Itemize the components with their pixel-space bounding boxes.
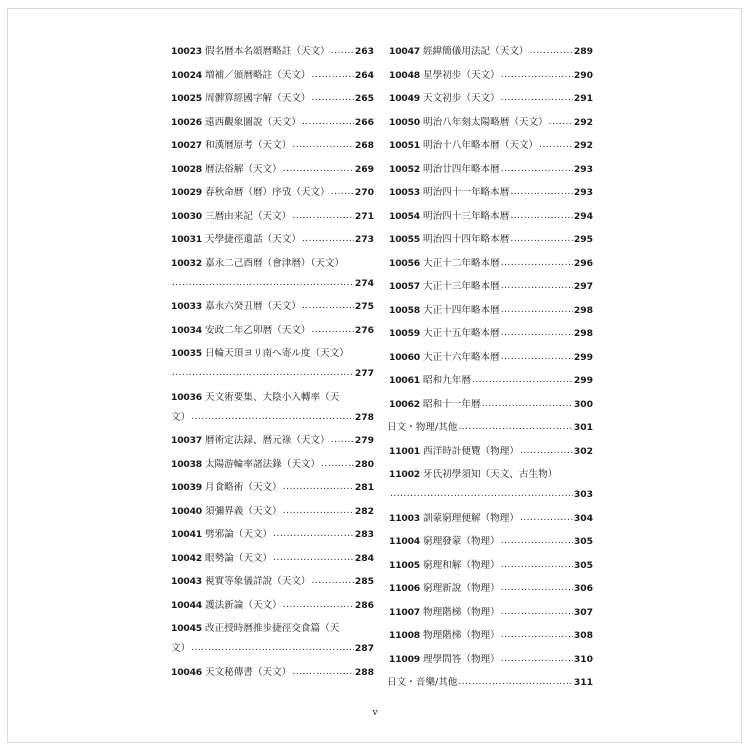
toc-entry (389, 211, 593, 222)
dot-leader (472, 375, 573, 386)
entry-number: 11005 (389, 559, 420, 571)
dot-leader (510, 211, 572, 222)
entry-title: 大正十五年略本暦 (423, 328, 500, 339)
entry-number: 10042 (171, 552, 202, 564)
page-number: 277 (354, 368, 374, 379)
entry-number: 10045 (171, 623, 202, 634)
dot-leader (312, 325, 354, 336)
entry-number: 11003 (389, 512, 420, 524)
toc-entry (389, 305, 593, 316)
entry-number: 10056 (389, 257, 420, 269)
page-number: 299 (573, 375, 593, 386)
dot-leader (292, 211, 353, 222)
entry-title: 大正十六年略本暦 (423, 351, 500, 363)
dot-leader (501, 630, 573, 641)
toc-entry (389, 328, 593, 339)
entry-title: 假名暦本名頌暦略註（天文） (205, 46, 330, 57)
toc-section-heading (387, 422, 593, 433)
entry-title: 安政二年乙卯暦（天文） (205, 324, 311, 336)
dot-leader (501, 560, 573, 571)
entry-title: 増補／頒暦略註（天文） (205, 69, 311, 81)
dot-leader (312, 70, 354, 81)
page-number: 269 (354, 163, 374, 175)
toc-entry (171, 529, 374, 540)
entry-number: 11009 (389, 653, 420, 665)
entry-number: 10027 (171, 140, 202, 151)
dot-leader (312, 93, 354, 104)
dot-leader (501, 536, 573, 547)
entry-title: 天文初步（天文） (423, 93, 500, 104)
entry-number: 10050 (389, 116, 420, 128)
toc-entry (389, 399, 593, 410)
page-number: 280 (354, 458, 374, 470)
toc-entry (171, 117, 374, 128)
page-number: 292 (573, 140, 593, 151)
entry-number: 10039 (171, 482, 202, 493)
entry-title: 天文秘傳書（天文） (205, 666, 292, 678)
page-number: 305 (573, 536, 593, 547)
entry-number: 10041 (171, 529, 202, 540)
entry-title: 遠西觀象圖說（天文） (205, 116, 301, 128)
page-number: 273 (354, 234, 374, 245)
toc-entry (389, 630, 593, 641)
entry-number: 10053 (389, 187, 420, 198)
toc-entry (171, 140, 374, 151)
entry-title: 嘉永六癸丑暦（天文） (205, 301, 301, 312)
page-number: 278 (354, 411, 374, 423)
entry-title: 昭和九年暦 (423, 375, 471, 386)
entry-number: 11007 (389, 606, 420, 618)
dot-leader (283, 600, 354, 611)
entry-title: 視實等象儀詳說（天文） (205, 576, 311, 587)
entry-title: 大正十四年略本暦 (423, 304, 500, 316)
dot-leader (501, 607, 573, 618)
section-title: 日文・物理/其他 (387, 422, 458, 433)
dot-leader (321, 459, 354, 470)
entry-number: 11001 (389, 445, 420, 457)
toc-entry (171, 506, 374, 517)
page-number: 311 (573, 677, 593, 688)
entry-number: 10062 (389, 398, 420, 410)
entry-title: 明治八年刻太陽略暦（天文） (423, 116, 548, 128)
page-number: 302 (573, 445, 593, 457)
toc-entry (389, 70, 593, 81)
dot-leader (501, 258, 573, 269)
toc-entry (171, 459, 374, 470)
page-number: 289 (573, 46, 593, 57)
dot-leader (501, 305, 573, 316)
entry-number: 10051 (389, 140, 420, 151)
entry-number: 10048 (389, 69, 420, 81)
page-number: 275 (354, 301, 374, 312)
entry-title: 大正十三年略本暦 (423, 281, 500, 292)
page-number: 299 (573, 351, 593, 363)
toc-entry (389, 560, 593, 571)
toc-entry (171, 234, 374, 245)
entry-title: 三暦由来記（天文） (205, 210, 292, 222)
entry-number: 10035 (171, 348, 202, 359)
dot-leader (191, 643, 354, 654)
dot-leader (331, 187, 354, 198)
dot-leader (458, 422, 572, 433)
toc-entry (389, 117, 593, 128)
page-number: 295 (573, 234, 593, 245)
entry-number: 10060 (389, 351, 420, 363)
page-number: 284 (354, 552, 374, 564)
entry-number: 10040 (171, 505, 202, 517)
entry-number: 10030 (171, 210, 202, 222)
toc-entry (389, 187, 593, 198)
entry-title: 牙氏初學須知（天文、古生物） (423, 469, 558, 480)
page-number: 292 (573, 116, 593, 128)
dot-leader (501, 583, 573, 594)
dot-leader (283, 506, 354, 517)
entry-title: 訓蒙窮理便解（物理） (423, 512, 519, 524)
entry-title-continuation: 文） (171, 643, 191, 654)
page-number: 287 (354, 643, 374, 654)
page-number: 293 (573, 163, 593, 175)
entry-number: 11008 (389, 630, 420, 641)
entry-number: 10044 (171, 599, 202, 611)
toc-entry (389, 46, 593, 57)
page-number: 310 (573, 653, 593, 665)
toc-entry (389, 654, 593, 665)
toc-entry (171, 667, 374, 678)
entry-title: 明治十八年略本暦（天文） (423, 140, 539, 151)
entry-title: 改正授時暦推步捷徑交食篇（天 (205, 623, 340, 634)
entry-title: 物理階梯（物理） (423, 630, 500, 641)
entry-number: 10058 (389, 304, 420, 316)
dot-leader (273, 529, 354, 540)
dot-leader (302, 234, 354, 245)
entry-number: 10024 (171, 69, 202, 81)
dot-leader (191, 412, 354, 423)
entry-number: 10038 (171, 458, 202, 470)
dot-leader (283, 164, 354, 175)
entry-title: 理學問答（物理） (423, 653, 500, 665)
page-number: 274 (354, 277, 374, 289)
page-number: 303 (573, 489, 593, 500)
page-number: 286 (354, 599, 374, 611)
entry-number: 10028 (171, 163, 202, 175)
page-number: 300 (573, 398, 593, 410)
page-number-footer: v (372, 708, 378, 718)
page-number: 283 (354, 529, 374, 540)
entry-title: 春秋命暦（暦）序攷（天文） (205, 187, 330, 198)
entry-number: 10043 (171, 576, 202, 587)
dot-leader (501, 281, 573, 292)
page-number: 263 (354, 46, 374, 57)
entry-title: 周髀算經國字解（天文） (205, 93, 311, 104)
toc-entry (171, 482, 374, 493)
dot-leader (172, 368, 354, 379)
entry-number: 10052 (389, 163, 420, 175)
page-number: 285 (354, 576, 374, 587)
page-number: 282 (354, 505, 374, 517)
toc-entry (171, 301, 374, 312)
entry-title-continuation: 文） (171, 411, 191, 423)
page-number: 270 (354, 187, 374, 198)
entry-number: 10034 (171, 324, 202, 336)
entry-title: 護法新論（天文） (205, 599, 282, 611)
dot-leader (501, 164, 573, 175)
dot-leader (501, 70, 573, 81)
entry-title: 西洋時計便覽（物理） (423, 445, 519, 457)
entry-title: 明治四十一年略本暦 (423, 187, 510, 198)
entry-number: 10059 (389, 328, 420, 339)
dot-leader (283, 482, 354, 493)
page-number: 296 (573, 257, 593, 269)
dot-leader (302, 117, 354, 128)
page-number: 265 (354, 93, 374, 104)
page-number: 276 (354, 324, 374, 336)
entry-number: 10025 (171, 93, 202, 104)
entry-number: 10029 (171, 187, 202, 198)
toc-entry (389, 536, 593, 547)
toc-entry (389, 375, 593, 386)
toc-entry (171, 623, 374, 654)
toc-entry (171, 325, 374, 336)
toc-entry (389, 469, 593, 500)
dot-leader (331, 46, 354, 57)
entry-title: 暦術定法録、暦元祿（天文） (205, 435, 330, 446)
page-number: 291 (573, 93, 593, 104)
page-number: 301 (573, 422, 593, 433)
page-number: 266 (354, 116, 374, 128)
dot-leader (539, 140, 573, 151)
toc-entry (171, 348, 374, 379)
toc-entry (171, 211, 374, 222)
page-number: 264 (354, 69, 374, 81)
page-number: 279 (354, 435, 374, 446)
entry-title: 明治廿四年略本暦 (423, 163, 500, 175)
dot-leader (501, 328, 573, 339)
dot-leader (520, 446, 573, 457)
entry-number: 10032 (171, 257, 202, 269)
entry-number: 10033 (171, 301, 202, 312)
dot-leader (390, 489, 573, 500)
entry-number: 10026 (171, 116, 202, 128)
entry-title: 嘉永二己酉暦（會津暦）（天文） (205, 257, 345, 269)
toc-entry (171, 553, 374, 564)
entry-number: 11006 (389, 583, 420, 594)
dot-leader (458, 677, 572, 688)
dot-leader (273, 553, 354, 564)
entry-title: 和漢暦原考（天文） (205, 140, 292, 151)
page-number: 293 (573, 187, 593, 198)
entry-title: 天文術要集、大陰小入轉率（天 (205, 391, 340, 403)
page-number: 268 (354, 140, 374, 151)
entry-number: 10023 (171, 46, 202, 57)
toc-entry (389, 281, 593, 292)
dot-leader (501, 352, 573, 363)
page-number: 271 (354, 210, 374, 222)
entry-title: 昭和十一年暦 (423, 398, 481, 410)
entry-number: 10046 (171, 666, 202, 678)
dot-leader (520, 513, 573, 524)
dot-leader (331, 435, 354, 446)
entry-number: 10054 (389, 210, 420, 222)
entry-number: 10031 (171, 234, 202, 245)
page-number: 294 (573, 210, 593, 222)
page-number: 308 (573, 630, 593, 641)
section-title: 日文・音樂/其他 (387, 677, 458, 688)
entry-title: 明治四十三年略本暦 (423, 210, 510, 222)
toc-entry (389, 446, 593, 457)
toc-entry (171, 70, 374, 81)
dot-leader (530, 46, 573, 57)
entry-title: 劈邪論（天文） (205, 529, 273, 540)
entry-number: 10061 (389, 375, 420, 386)
page-number: 288 (354, 666, 374, 678)
page-number: 306 (573, 583, 593, 594)
page-number: 281 (354, 482, 374, 493)
dot-leader (292, 667, 353, 678)
page-number: 298 (573, 328, 593, 339)
dot-leader (172, 278, 354, 289)
dot-leader (510, 234, 572, 245)
entry-number: 10049 (389, 93, 420, 104)
toc-entry (389, 258, 593, 269)
dot-leader (302, 301, 354, 312)
toc-entry (389, 93, 593, 104)
entry-title: 月食略術（天文） (205, 482, 282, 493)
toc-entry (171, 46, 374, 57)
dot-leader (312, 576, 354, 587)
entry-title: 物理階梯（物理） (423, 606, 500, 618)
toc-entry (171, 164, 374, 175)
entry-number: 10055 (389, 234, 420, 245)
entry-title: 天學捷徑遺話（天文） (205, 234, 301, 245)
entry-title: 窮理新說（物理） (423, 583, 500, 594)
dot-leader (482, 399, 573, 410)
entry-number: 11002 (389, 469, 420, 480)
page-number: 297 (573, 281, 593, 292)
toc-entry (171, 258, 374, 289)
page-number: 305 (573, 559, 593, 571)
document-page (7, 8, 742, 743)
entry-title: 星學初步（天文） (423, 69, 500, 81)
toc-entry (171, 576, 374, 587)
entry-title: 暦法俗解（天文） (205, 163, 282, 175)
toc-section-heading (387, 677, 593, 688)
entry-number: 10037 (171, 435, 202, 446)
page-number: 298 (573, 304, 593, 316)
dot-leader (549, 117, 573, 128)
dot-leader (292, 140, 353, 151)
dot-leader (501, 93, 573, 104)
entry-title: 經緯簡儀用法記（天文） (423, 46, 529, 57)
entry-title: 明治四十四年略本暦 (423, 234, 510, 245)
toc-entry (389, 583, 593, 594)
entry-title: 日輪天頂ヨリ南へ寄ル度（天文） (205, 348, 349, 359)
dot-leader (501, 654, 573, 665)
page-number: 304 (573, 512, 593, 524)
toc-entry (389, 140, 593, 151)
toc-entry (171, 187, 374, 198)
toc-entry (171, 600, 374, 611)
entry-title: 窮理和解（物理） (423, 559, 500, 571)
toc-entry (389, 607, 593, 618)
entry-number: 11004 (389, 536, 420, 547)
entry-title: 大正十二年略本暦 (423, 257, 500, 269)
toc-entry (171, 435, 374, 446)
dot-leader (510, 187, 572, 198)
entry-title: 眼勢論（天文） (205, 552, 273, 564)
entry-title: 窮理發蒙（物理） (423, 536, 500, 547)
toc-entry (171, 392, 374, 423)
toc-entry (389, 164, 593, 175)
toc-entry (171, 93, 374, 104)
entry-number: 10047 (389, 46, 420, 57)
toc-entry (389, 234, 593, 245)
page-number: 290 (573, 69, 593, 81)
page-number: 307 (573, 606, 593, 618)
entry-title: 須彌界義（天文） (205, 505, 282, 517)
toc-entry (389, 352, 593, 363)
toc-entry (389, 513, 593, 524)
entry-title: 太陽游輪率諸法錄（天文） (205, 458, 321, 470)
entry-number: 10057 (389, 281, 420, 292)
entry-number: 10036 (171, 391, 202, 403)
